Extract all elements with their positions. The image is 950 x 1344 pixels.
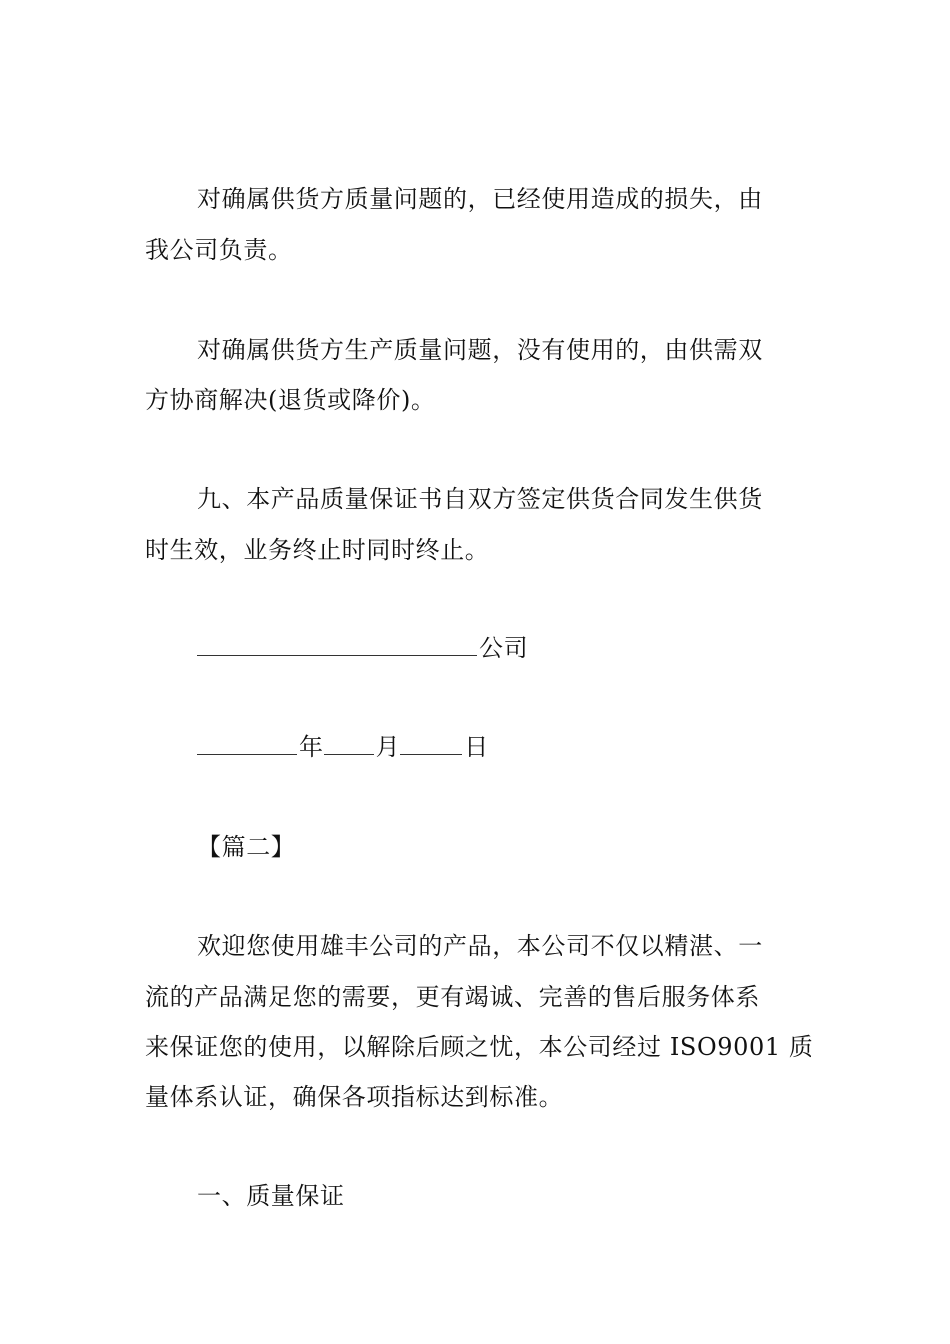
paragraph-line: 我公司负责。 — [145, 236, 293, 264]
paragraph-line: 九、本产品质量保证书自双方签定供货合同发生供货 — [197, 485, 763, 513]
paragraph-line: 时生效，业务终止时同时终止。 — [145, 536, 490, 564]
year-label: 年 — [299, 733, 324, 761]
paragraph-line: 对确属供货方生产质量问题，没有使用的，由供需双 — [197, 336, 763, 364]
intro-line: 来保证您的使用，以解除后顾之忧，本公司经过 ISO9001 质 — [145, 1033, 814, 1061]
section-heading: 【篇二】 — [197, 833, 296, 861]
company-name-blank — [197, 625, 477, 656]
company-signature-line — [197, 622, 810, 674]
company-suffix: 公司 — [479, 634, 529, 662]
month-blank — [324, 724, 374, 755]
paragraph-line: 对确属供货方质量问题的，已经使用造成的损失，由 — [197, 185, 763, 213]
year-blank — [197, 724, 297, 755]
subheading: 一、质量保证 — [197, 1182, 345, 1210]
date-line — [197, 721, 810, 773]
intro-line: 量体系认证，确保各项指标达到标准。 — [145, 1083, 564, 1111]
month-label: 月 — [375, 733, 401, 761]
day-blank — [400, 724, 462, 755]
intro-line: 流的产品满足您的需要，更有竭诚、完善的售后服务体系 — [145, 983, 760, 1011]
intro-line: 欢迎您使用雄丰公司的产品，本公司不仅以精湛、一 — [197, 932, 763, 960]
day-label: 日 — [464, 733, 489, 761]
paragraph-line: 方协商解决(退货或降价)。 — [145, 386, 436, 414]
